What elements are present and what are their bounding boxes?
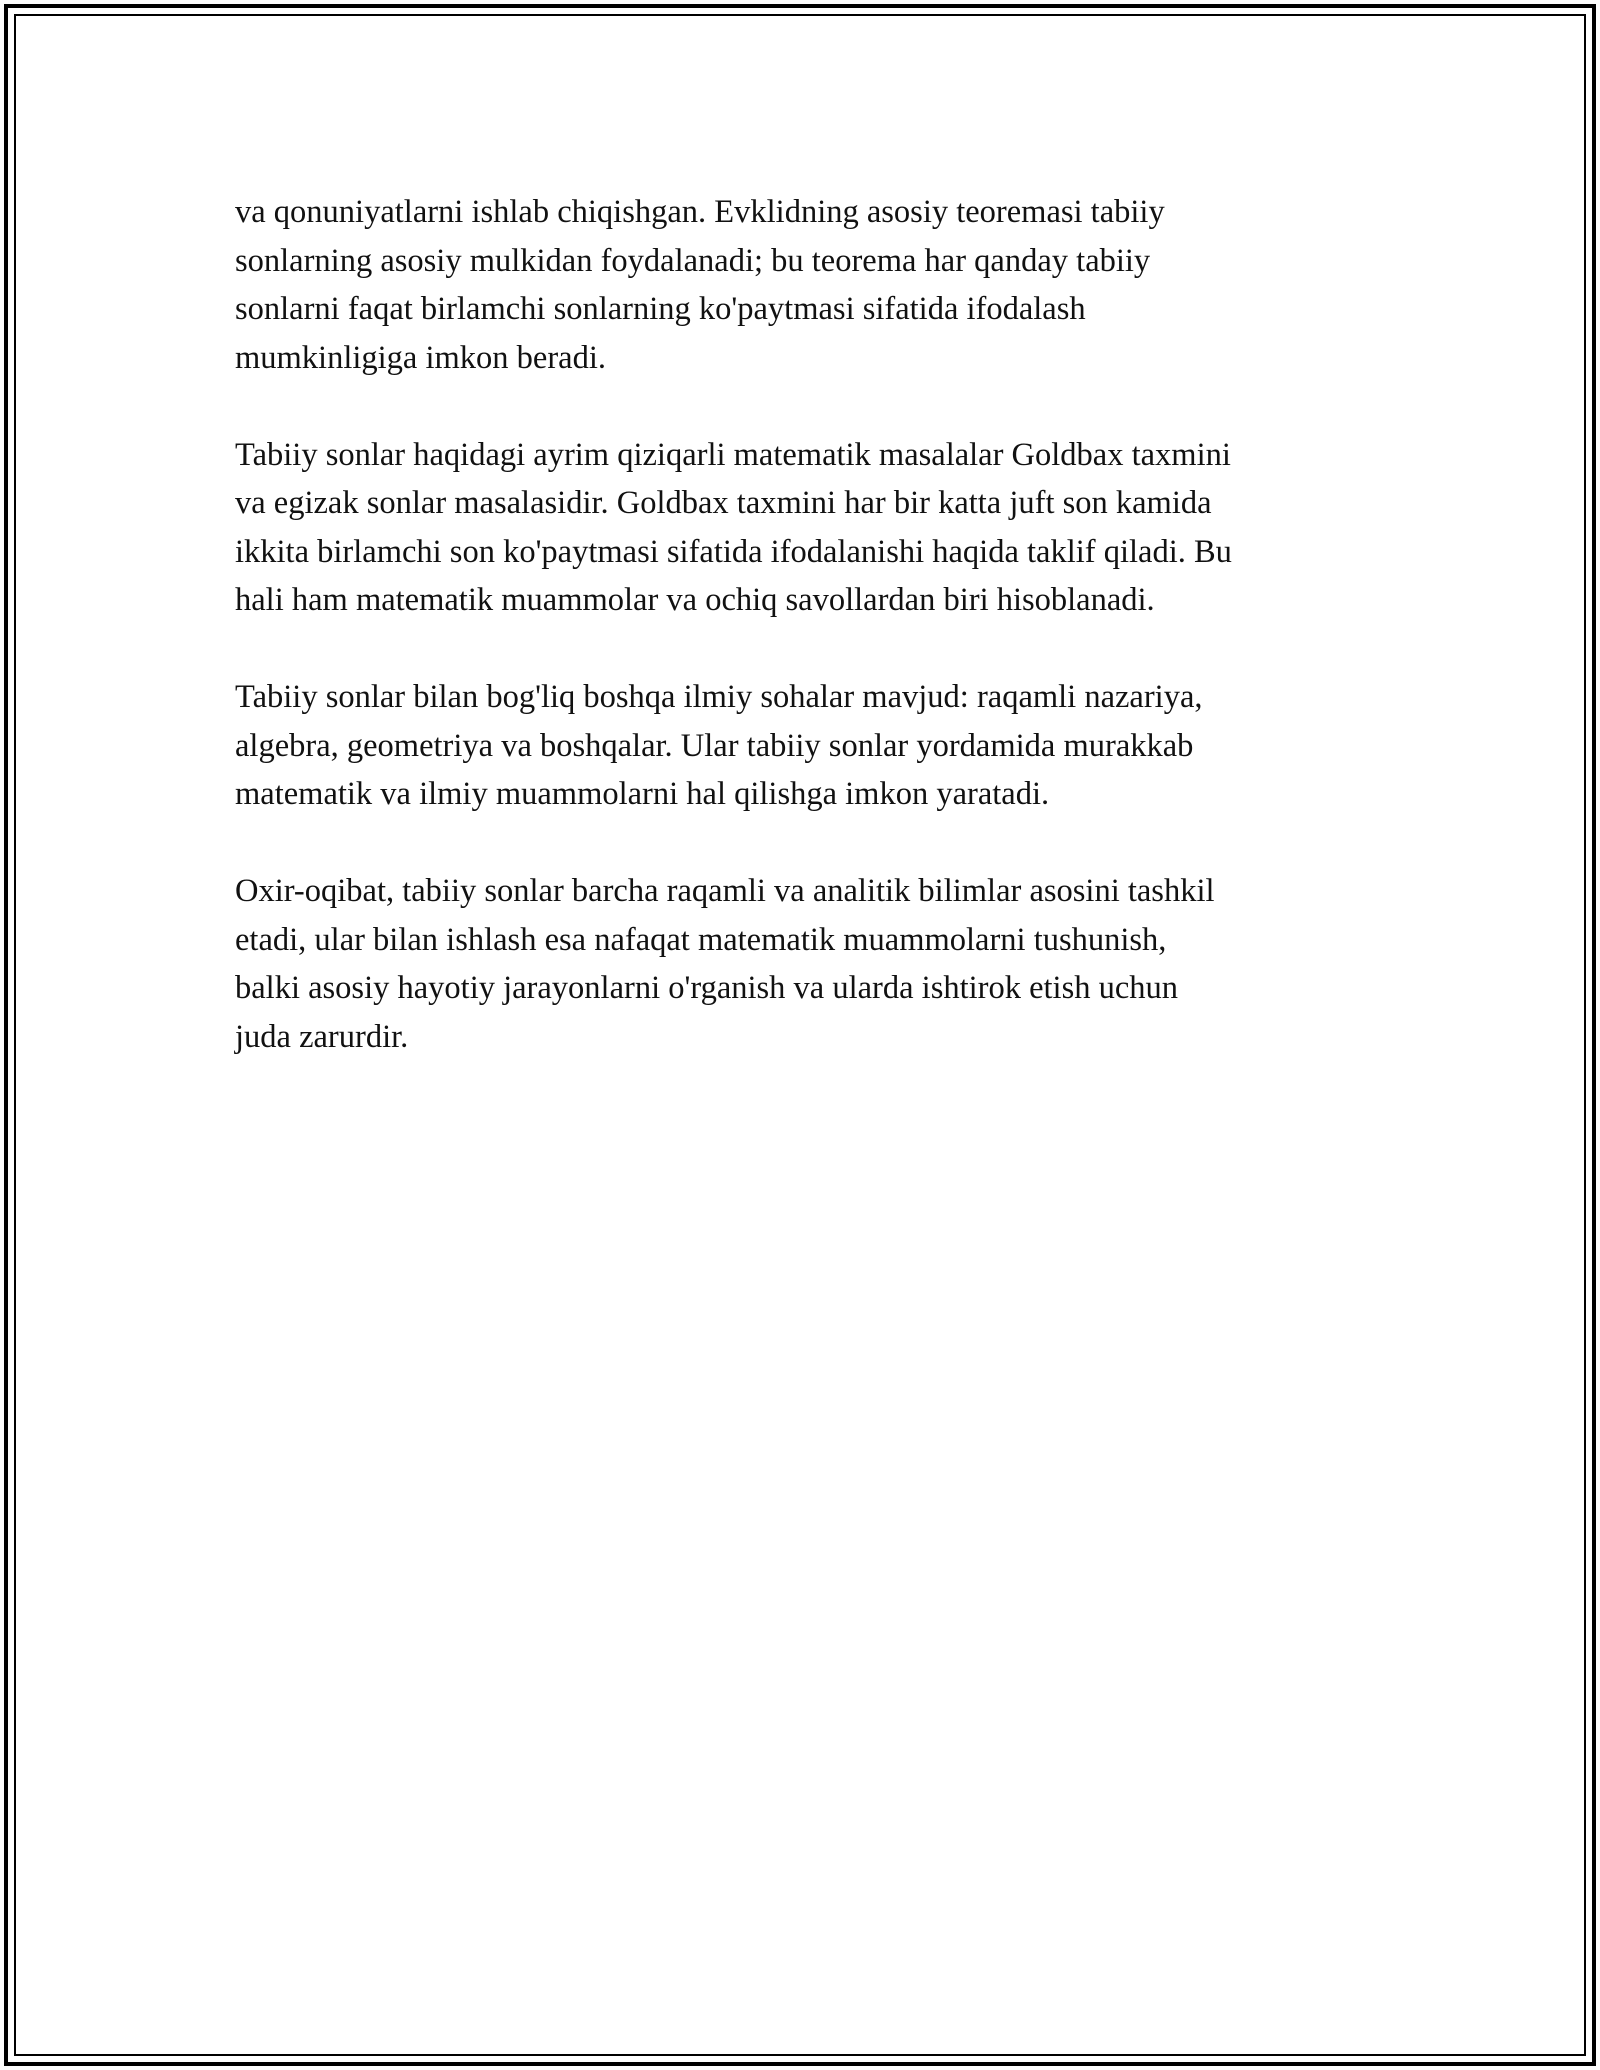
text-line: Oxir-oqibat, tabiiy sonlar barcha raqamli va analitik bilimlar asosini tashkil <box>235 873 1215 909</box>
paragraph-2 <box>235 431 1365 625</box>
paragraph-3 <box>235 673 1365 819</box>
text-line: etadi, ular bilan ishlash esa nafaqat matematik muammolarni tushunish, <box>235 921 1167 958</box>
text-line: matematik va ilmiy muammolarni hal qilishga imkon yaratadi. <box>235 776 1050 812</box>
text-line: va qonuniyatlarni ishlab chiqishgan. Evklidning asosiy teoremasi tabiiy <box>235 194 1165 230</box>
text-line: balki asosiy hayotiy jarayonlarni o'rganish va ularda ishtirok etish uchun <box>235 970 1179 1006</box>
paragraph-4 <box>235 867 1365 1061</box>
text-line: sonlarni faqat birlamchi sonlarning ko'paytmasi sifatida ifodalash <box>235 291 1086 327</box>
text-line: algebra, geometriya va boshqalar. Ular tabiiy sonlar yordamida murakkab <box>235 727 1194 764</box>
text-line: sonlarning asosiy mulkidan foydalanadi; bu teorema har qanday tabiiy <box>235 242 1151 279</box>
text-line: mumkinligiga imkon beradi. <box>235 339 606 376</box>
paragraph-1 <box>235 188 1365 382</box>
text-line: Tabiiy sonlar bilan bog'liq boshqa ilmiy sohalar mavjud: raqamli nazariya, <box>235 679 1203 715</box>
text-line: hali ham matematik muammolar va ochiq savollardan biri hisoblanadi. <box>235 582 1155 618</box>
text-line: juda zarurdir. <box>235 1018 409 1055</box>
text-line: Tabiiy sonlar haqidagi ayrim qiziqarli matematik masalalar Goldbax taxmini <box>235 436 1231 473</box>
text-line: va egizak sonlar masalasidir. Goldbax taxmini har bir katta juft son kamida <box>235 485 1212 521</box>
document-body <box>235 188 1365 1110</box>
text-line: ikkita birlamchi son ko'paytmasi sifatida ifodalanishi haqida taklif qiladi. Bu <box>235 533 1232 570</box>
